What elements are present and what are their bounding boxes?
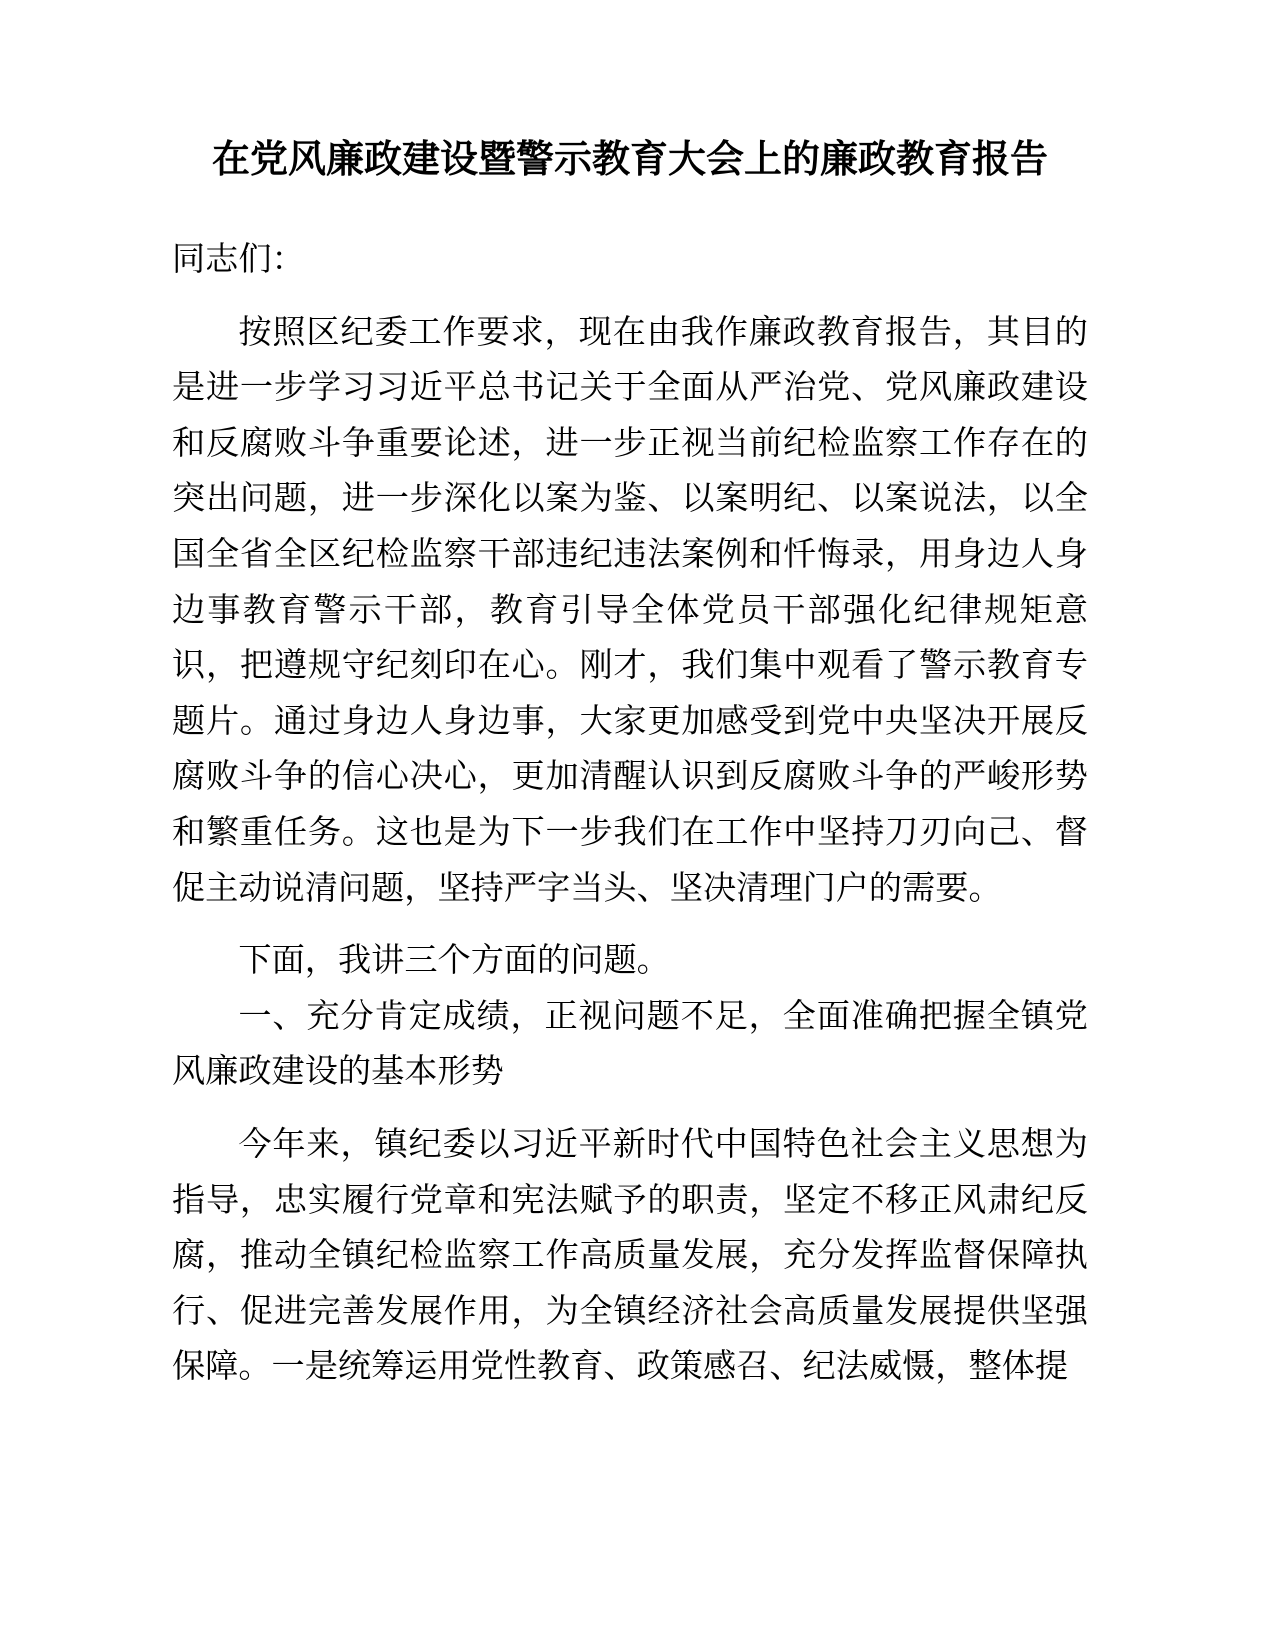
page-content-area — [172, 0, 1088, 1395]
section-heading-one: 一、充分肯定成绩，正视问题不足，全面准确把握全镇党风廉政建设的基本形势 — [172, 997, 1088, 1091]
paragraph-outline: 下面，我讲三个方面的问题。 — [238, 942, 670, 980]
salutation: 同志们： — [172, 241, 305, 278]
paragraph-this-year: 今年来，镇纪委以习近平新时代中国特色社会主义思想为指导，忠实履行党章和宪法赋予的职责，坚定不移正风肃纪反腐，推动全镇纪检监察工作高质量发展，充分发挥监督保障执行、促进完善发展作用，为全镇经济社会高质量发展提供坚强保障。一是统筹运用党性教育、政策感召、纪法威慑，整体提 — [172, 1125, 1088, 1386]
paragraph-purpose: 按照区纪委工作要求，现在由我作廉政教育报告，其目的是进一步学习习近平总书记关于全面从严治党、党风廉政建设和反腐败斗争重要论述，进一步正视当前纪检监察工作存在的突出问题，进一步深化以案为鉴、以案明纪、以案说法，以全国全省全区纪检监察干部违纪违法案例和忏悔录，用身边人身边事教育警示干部，教育引导全体党员干部强化纪律规矩意识，把遵规守纪刻印在心。刚才，我们集中观看了警示教育专题片。通过身边人身边事，大家更加感受到党中央坚决开展反腐败斗争的信心决心，更加清醒认识到反腐败斗争的严峻形势和繁重任务。这也是为下一步我们在工作中坚持刀刃向己、督促主动说清问题，坚持严字当头、坚决清理门户的需要。 — [172, 313, 1088, 907]
page-title: 在党风廉政建设暨警示教育大会上的廉政教育报告 — [211, 139, 1048, 181]
